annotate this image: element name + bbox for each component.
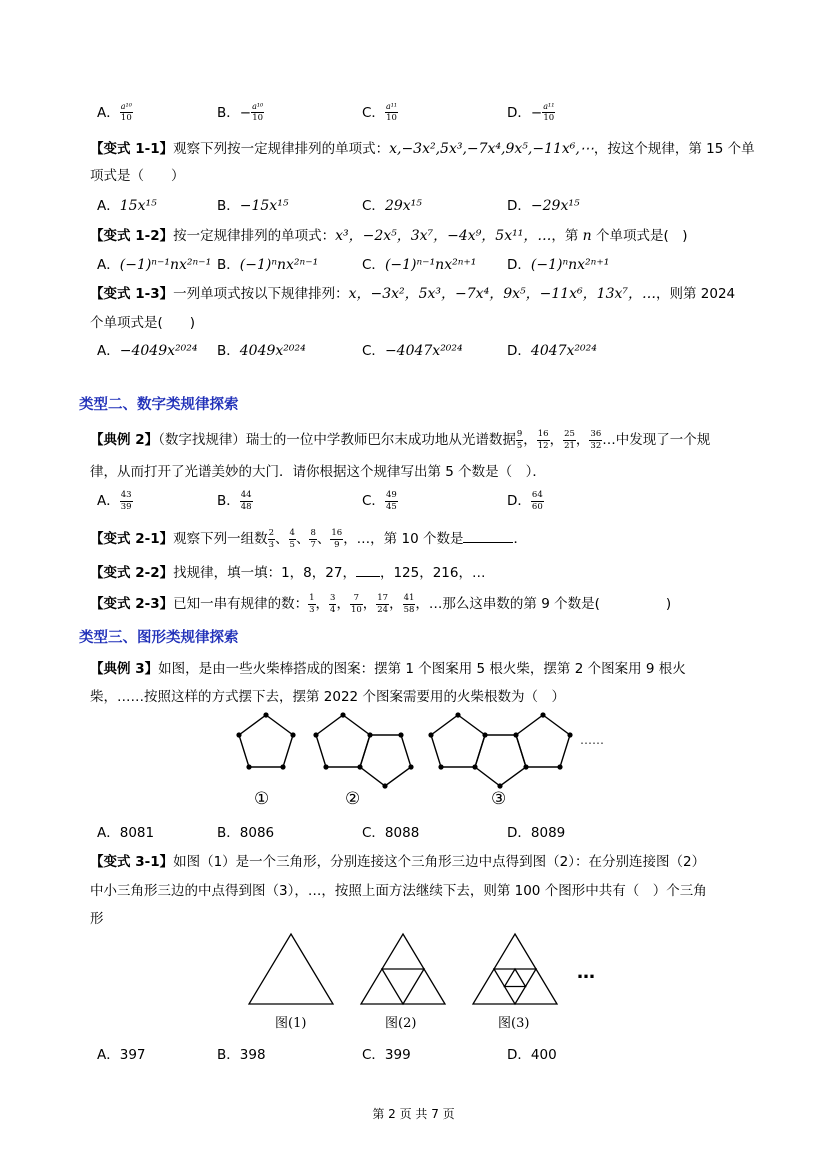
- figure-label: ②: [345, 789, 361, 809]
- option-a: A．−4049x²⁰²⁴: [97, 343, 198, 359]
- option-b: B．(−1)ⁿnx²ⁿ⁻¹: [217, 257, 319, 273]
- option-b: B．−15x¹⁵: [217, 198, 289, 214]
- example-2-cont: 律，从而打开了光谱美妙的大门．请你根据这个规律写出第 5 个数是（ ）．: [90, 464, 546, 480]
- pentagon: [360, 735, 411, 786]
- option-d: D．400: [507, 1047, 557, 1063]
- question-1-1-cont: 项式是（ ）: [90, 168, 185, 184]
- option-a: A．(−1)ⁿ⁻¹nx²ⁿ⁻¹: [97, 257, 212, 273]
- fraction: $\frac{\text{a¹¹}}{10}$: [543, 102, 555, 124]
- option-a: A． $\frac{\text{a¹⁰}}{10}$: [97, 102, 132, 124]
- fraction: $\frac{36}{32}$: [590, 429, 602, 451]
- question-2-2: 【变式 2-2】找规律，填一填：1，8，27， ，125，216，…: [90, 565, 486, 581]
- answer-blank[interactable]: [463, 542, 513, 543]
- question-2-1: 【变式 2-1】观察下列一组数 $\frac{2}{3}$ 、 $\frac{4}{5}$ 、 $\frac{8}{7}$ 、 $\frac{16}{9}$ ，…，第 10 个数是 ．: [90, 528, 527, 550]
- option-a: A．15x¹⁵: [97, 198, 157, 214]
- option-d: D． $\frac{64}{60}$: [507, 490, 543, 512]
- option-d: D．−29x¹⁵: [507, 198, 580, 214]
- option-c: C．29x¹⁵: [362, 198, 422, 214]
- question-3-1-cont: 中小三角形三边的中点得到图（3），…，按照上面方法继续下去，则第 100 个图形中共有（ ）个三角: [90, 883, 707, 899]
- option-a: A． $\frac{43}{39}$: [97, 490, 132, 512]
- option-d: D．8089: [507, 825, 566, 841]
- pentagon: [516, 715, 570, 767]
- pentagon-figure: [225, 706, 625, 816]
- question-2-3: 【变式 2-3】已知一串有规律的数： $\frac{1}{3}$ ， $\frac{3}{4}$ ， $\frac{7}{10}$ ， $\frac{17}{24}$ ， $\frac{41}{58}$ ，…那么这串数的第 9 个数是( ): [90, 593, 672, 615]
- fraction: $\frac{16}{12}$: [537, 429, 549, 451]
- option-b: B．− $\frac{\text{a¹⁰}}{10}$: [217, 102, 264, 124]
- figure-label: 图(1): [275, 1016, 307, 1031]
- section-heading: 类型三、图形类规律探索: [79, 629, 239, 646]
- option-d: D．4047x²⁰²⁴: [507, 343, 597, 359]
- option-b: B．4049x²⁰²⁴: [217, 343, 306, 359]
- fraction: $\frac{\text{a¹⁰}}{10}$: [120, 102, 132, 124]
- figure-label: ①: [254, 789, 270, 809]
- figure-label: 图(2): [385, 1016, 417, 1031]
- figure-label: ③: [491, 789, 507, 809]
- option-d: D．− $\frac{\text{a¹¹}}{10}$: [507, 102, 555, 124]
- option-b: B．398: [217, 1047, 266, 1063]
- question-3-1: 【变式 3-1】如图（1）是一个三角形，分别连接这个三角形三边中点得到图（2）：在分别连接图（2）: [90, 854, 706, 870]
- ellipsis: …: [577, 962, 595, 983]
- triangle: [382, 969, 424, 1004]
- page-footer: 第 2 页 共 7 页: [372, 1107, 455, 1121]
- option-c: C．399: [362, 1047, 411, 1063]
- option-c: C． $\frac{\text{a¹¹}}{10}$: [362, 102, 398, 124]
- example-2: 【典例 2】（数字找规律）瑞士的一位中学教师巴尔末成功地从光谱数据 $\frac{9}{5}$ ， $\frac{16}{12}$ ， $\frac{25}{21}$ ， $\frac{36}{32}$ …中发现了一个规: [90, 429, 711, 451]
- triangle-figure: [245, 930, 565, 1010]
- option-a: A．397: [97, 1047, 146, 1063]
- ellipsis: ……: [580, 733, 604, 747]
- fraction: $\frac{25}{21}$: [564, 429, 575, 451]
- example-3: 【典例 3】如图，是由一些火柴棒搭成的图案：摆第 1 个图案用 5 根火柴，摆第 2 个图案用 9 根火: [90, 661, 686, 677]
- fraction: $\frac{\text{a¹⁰}}{10}$: [252, 102, 264, 124]
- option-c: C．8088: [362, 825, 420, 841]
- option-c: C．−4047x²⁰²⁴: [362, 343, 463, 359]
- option-c: C． $\frac{49}{45}$: [362, 490, 397, 512]
- example-3-cont: 柴，……按照这样的方式摆下去，摆第 2022 个图案需要用的火柴根数为（ ）: [90, 689, 565, 705]
- question-1-3: 【变式 1-3】一列单项式按以下规律排列：x，−3x²，5x³，−7x⁴，9x⁵，−11x⁶，13x⁷，…，则第 2024: [90, 286, 736, 302]
- question-1-3-cont: 个单项式是( ): [90, 315, 196, 331]
- option-b: B． $\frac{44}{48}$: [217, 490, 252, 512]
- section-heading: 类型二、数字类规律探索: [79, 396, 239, 413]
- triangle: [505, 969, 526, 987]
- question-3-1-cont2: 形: [90, 911, 104, 927]
- answer-blank[interactable]: [356, 576, 380, 577]
- fraction: $\frac{\text{a¹¹}}{10}$: [385, 102, 398, 124]
- question-1-1: 【变式 1-1】观察下列按一定规律排列的单项式：x,−3x²,5x³,−7x⁴,9x⁵,−11x⁶,⋯，按这个规律，第 15 个单: [90, 141, 755, 157]
- triangle: [249, 934, 333, 1004]
- option-a: A．8081: [97, 825, 155, 841]
- pentagon: [239, 715, 293, 767]
- option-b: B．8086: [217, 825, 275, 841]
- figure-label: 图(3): [498, 1016, 530, 1031]
- option-d: D．(−1)ⁿnx²ⁿ⁺¹: [507, 257, 610, 273]
- fraction: $\frac{9}{5}$: [516, 429, 523, 451]
- question-1-2: 【变式 1-2】按一定规律排列的单项式：x³，−2x⁵，3x⁷，−4x⁹，5x¹¹，…，第 n 个单项式是( ): [90, 228, 688, 244]
- option-c: C．(−1)ⁿ⁻¹nx²ⁿ⁺¹: [362, 257, 477, 273]
